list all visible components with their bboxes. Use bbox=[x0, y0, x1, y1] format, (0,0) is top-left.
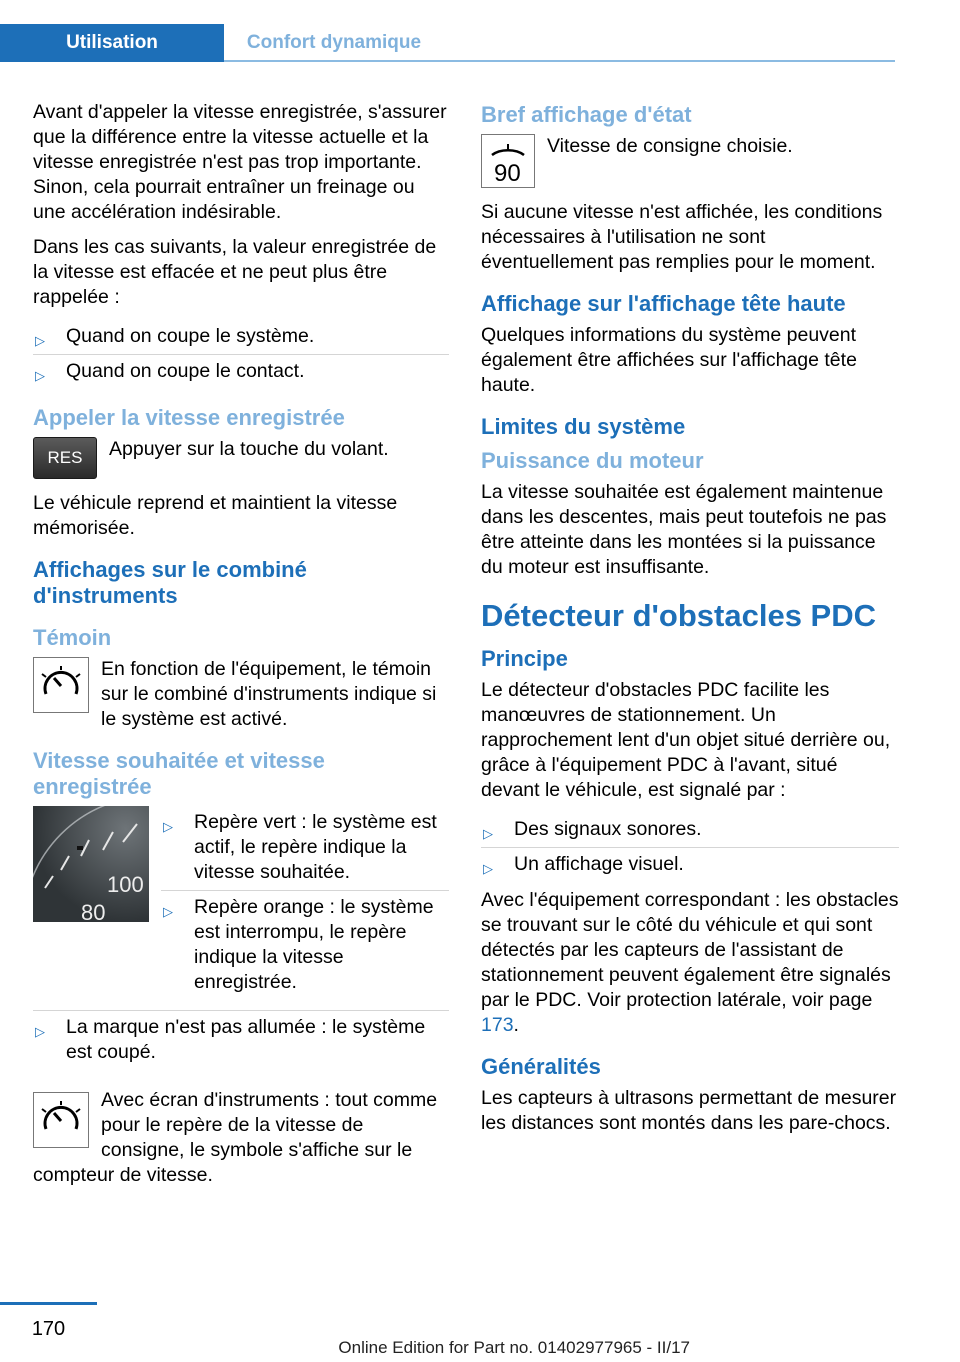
temoin-instruction bbox=[33, 657, 449, 732]
paragraph: Si aucune vitesse n'est affichée, les conditions nécessaires à l'utilisation ne sont éventuellement pas remplies pour le moment. bbox=[481, 201, 883, 273]
section-heading: Puissance du moteur bbox=[481, 448, 704, 473]
bullet-list bbox=[161, 806, 449, 1000]
speed-value: 90 bbox=[494, 160, 521, 187]
list-item: ▷ Repère orange : le système est interrompu, le repère indique la vitesse enregistrée. bbox=[163, 896, 434, 993]
ecran-text: Avec écran d'instruments : tout comme pour le repère de la vitesse de consigne, le symbole s'affiche sur le compteur de vitesse. bbox=[33, 1089, 438, 1186]
paragraph: Avec l'équipement correspondant : les obstacles se trouvant sur le côté du véhicule et qui sont détectés par les capteurs de l'assistant de stationnement peuvent également être signalés par le PDC. Voir protection latérale, voir page 173. bbox=[481, 889, 899, 1036]
paragraph: Le détecteur d'obstacles PDC facilite les manœuvres de stationnement. Un rapprochement lent d'un objet situé derrière ou, grâce à l'équipement PDC à l'avant, situé devant le véhicule, est signalé par : bbox=[481, 679, 891, 801]
paragraph: Quelques informations du système peuvent également être affichées sur l'affichage tête haute. bbox=[481, 324, 857, 396]
triangle-bullet-icon: ▷ bbox=[35, 368, 45, 383]
section-heading: Appeler la vitesse enregistrée bbox=[33, 405, 345, 430]
list-item: ▷ Un affichage visuel. bbox=[481, 848, 899, 882]
section-heading: Témoin bbox=[33, 625, 112, 650]
paragraph: La vitesse souhaitée est également maintenue dans les descentes, mais peut toutefois ne pas être atteinte dans les montées si la puissance du moteur est insuffisante. bbox=[481, 481, 887, 578]
bullet-list bbox=[33, 1010, 449, 1070]
paragraph: Dans les cas suivants, la valeur enregistrée de la vitesse est effacée et ne peut plus être rappelée : bbox=[33, 236, 437, 308]
res-text: Appuyer sur la touche du volant. bbox=[109, 438, 389, 460]
temoin-text: En fonction de l'équipement, le témoin sur le combiné d'instruments indique si le système est activé. bbox=[101, 658, 437, 730]
footer-divider bbox=[0, 1302, 97, 1305]
speedometer-image bbox=[33, 806, 149, 922]
triangle-bullet-icon: ▷ bbox=[483, 826, 493, 841]
section-heading: Vitesse souhaitée et vitesse enregistrée bbox=[33, 748, 325, 799]
section-heading: Affichages sur le combiné d'instruments bbox=[33, 557, 307, 608]
section-heading: Généralités bbox=[481, 1054, 601, 1079]
list-item: ▷ La marque n'est pas allumée : le système est coupé. bbox=[35, 1016, 426, 1063]
gauge-label: 80 bbox=[81, 900, 106, 922]
header-divider bbox=[224, 60, 895, 62]
bref-text: Vitesse de consigne choisie. bbox=[547, 135, 793, 157]
res-button-icon: RES bbox=[33, 437, 97, 479]
right-column bbox=[481, 100, 899, 1146]
section-heading: Limites du système bbox=[481, 414, 686, 439]
page-number: 170 bbox=[31, 1318, 66, 1340]
paragraph: Les capteurs à ultrasons permettant de mesurer les distances sont montés dans les pare-chocs. bbox=[481, 1087, 897, 1134]
paragraph: Avant d'appeler la vitesse enregistrée, s'assurer que la différence entre la vitesse actuelle et la vitesse enregistrée n'est pas trop importante. Sinon, cela pourrait entraîner un freinage ou une accélération indésirable. bbox=[33, 101, 447, 223]
triangle-bullet-icon: ▷ bbox=[483, 861, 493, 876]
cruise-control-icon bbox=[33, 1092, 89, 1148]
bullet-list bbox=[481, 813, 899, 882]
paragraph: Le véhicule reprend et maintient la vitesse mémorisée. bbox=[33, 492, 398, 539]
section-heading: Bref affichage d'état bbox=[481, 102, 692, 127]
cruise-control-icon bbox=[33, 657, 89, 713]
list-item: ▷ Repère vert : le système est actif, le repère indique la vitesse souhaitée. bbox=[161, 806, 449, 891]
page-link[interactable]: 173 bbox=[481, 1014, 514, 1036]
section-heading: Principe bbox=[481, 646, 568, 671]
page-header bbox=[0, 0, 960, 66]
triangle-bullet-icon: ▷ bbox=[163, 904, 173, 919]
list-item: ▷ Quand on coupe le système. bbox=[33, 320, 449, 355]
chapter-heading: Détecteur d'obstacles PDC bbox=[481, 598, 876, 633]
triangle-bullet-icon: ▷ bbox=[35, 333, 45, 348]
section-heading: Affichage sur l'affichage tête haute bbox=[481, 291, 846, 316]
bref-instruction bbox=[481, 134, 899, 188]
ecran-instruction bbox=[33, 1088, 449, 1188]
bullet-list bbox=[33, 320, 449, 389]
gauge-label: 100 bbox=[107, 872, 144, 897]
res-instruction bbox=[33, 437, 449, 479]
left-column bbox=[33, 100, 449, 1188]
triangle-bullet-icon: ▷ bbox=[35, 1024, 45, 1039]
tab-confort-dynamique[interactable]: Confort dynamique bbox=[246, 32, 422, 53]
list-item: ▷ Quand on coupe le contact. bbox=[33, 355, 449, 389]
list-item: ▷ Des signaux sonores. bbox=[481, 813, 899, 848]
triangle-bullet-icon: ▷ bbox=[163, 819, 173, 834]
edition-note: Online Edition for Part no. 01402977965 - II/17 bbox=[338, 1338, 690, 1357]
gauge-section bbox=[33, 806, 449, 1006]
tab-utilisation[interactable]: Utilisation bbox=[0, 24, 224, 62]
speed-display-icon bbox=[481, 134, 535, 188]
